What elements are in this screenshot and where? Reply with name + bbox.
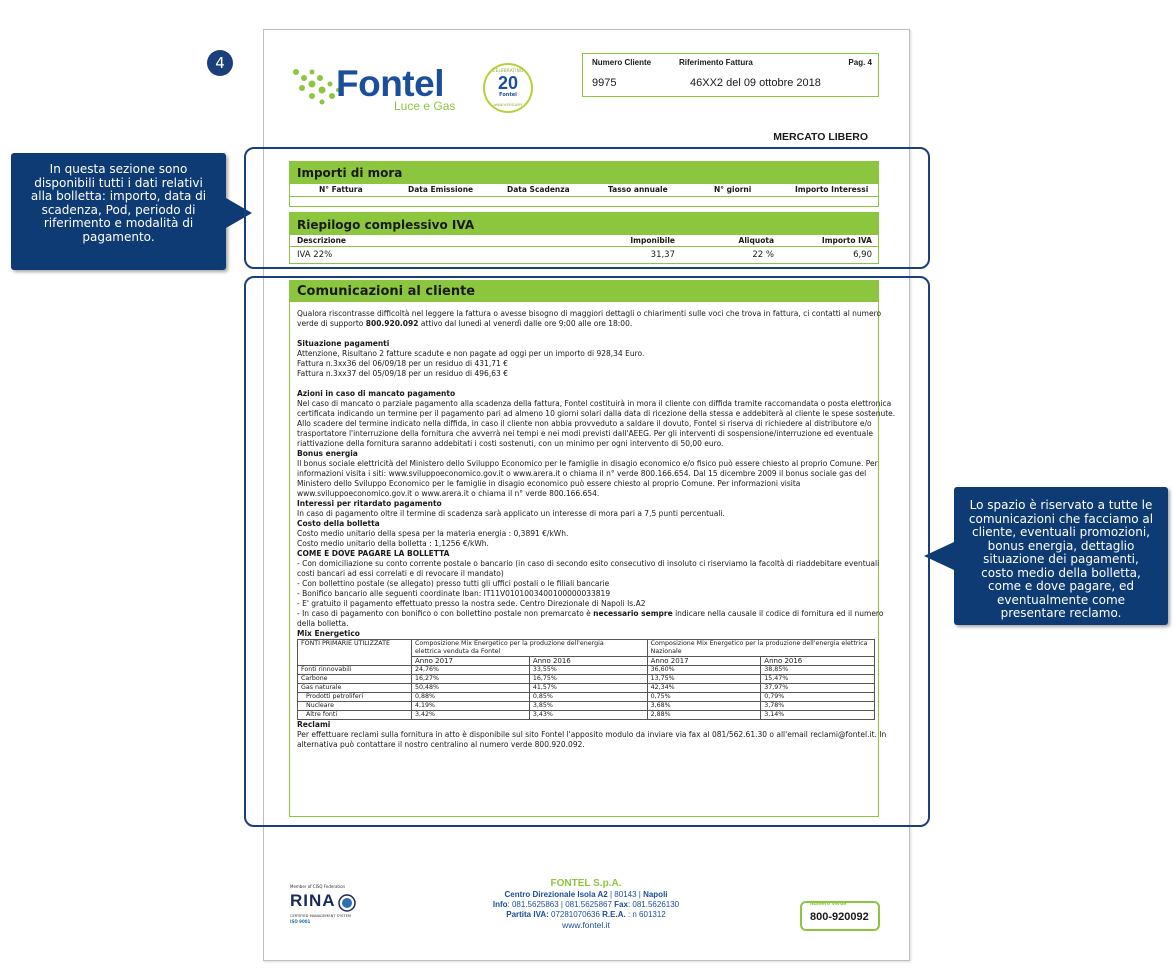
- how-to-pay-line: - E' gratuito il pagamento effettuato presso la nostra sede. Centro Direzionale di Napoli Is.A2: [297, 599, 646, 608]
- col-description: Descrizione: [297, 236, 347, 245]
- intro-line-1: Qualora riscontrasse difficoltà nel leggere la fattura o avesse bisogno di maggiori dettagli o chiarimenti sulle voci che trova in fattura, ci contatti al numero: [297, 309, 882, 318]
- how-to-pay-line: - Con bollettino postale (se allegato) presso tutti gli uffici postali o le filiali bancarie: [297, 579, 610, 588]
- mix-value: 37,97%: [761, 684, 875, 693]
- step-badge: 4: [207, 50, 233, 76]
- payments-line: Fattura n.3xx37 del 05/09/18 per un residuo di 496,63 €: [297, 369, 508, 378]
- mix-head-sold-line: Composizione Mix Energetico per la produzione dell'energia: [415, 640, 604, 647]
- bonus-line: Ministero dello Sviluppo Economico per le famiglie in disagio economico può essere chiesto al proprio Comune. Per informazioni visita: [297, 479, 801, 488]
- col-vat-amount: Importo IVA: [821, 236, 872, 245]
- bonus-line: informazioni visita i siti: www.sviluppoeconomico.gov.it o www.arera.it o chiama il n° verde 800.166.654. Dal 15 dicembre 2009 il bonus sociale gas del: [297, 469, 867, 478]
- vat-amount: 6,90: [853, 250, 872, 260]
- communications-title: Comunicazioni al cliente: [290, 281, 878, 302]
- how-to-pay-emphasis: necessario sempre: [593, 609, 673, 618]
- mix-value: 13,75%: [647, 675, 761, 684]
- mix-head-sold-line: elettrica venduta da Fontel: [415, 648, 501, 655]
- address-part: Napoli: [643, 890, 668, 899]
- claims-title: Reclami: [297, 720, 331, 729]
- mix-source: Altre fonti: [298, 711, 412, 720]
- how-to-pay-line: [297, 609, 884, 619]
- actions-line: trasportatore l'interruzione della fornitura che avverrà nei tempi e nei modi previsti dall'AEEG. Per gli interventi di sospensione/interruzione ed eventuale: [297, 429, 873, 438]
- mix-head-sold: [412, 640, 648, 657]
- contact-part: : 081.5626130: [627, 900, 680, 909]
- mix-value: 41,57%: [529, 684, 647, 693]
- cost-line: Costo medio unitario della bolletta : 1,1256 €/kWh.: [297, 539, 489, 548]
- payments-line: Fattura n.3xx36 del 06/09/18 per un residuo di 431,71 €: [297, 359, 508, 368]
- mix-value: 38,85%: [761, 666, 875, 675]
- invoice-ref-value: 46XX2 del 09 ottobre 2018: [690, 77, 821, 89]
- mix-value: 24,76%: [412, 666, 530, 675]
- actions-line: Nel caso di mancato o parziale pagamento alla scadenza della fattura, Fontel costituirà in mora il cliente con diffida tramite raccomandata o posta elettronica: [297, 399, 892, 408]
- vat-summary-title: Riepilogo complessivo IVA: [290, 213, 878, 235]
- how-to-pay-line: - Bonifico bancario alle seguenti coordinate Iban: IT11V0101003400100000033819: [297, 589, 611, 598]
- mix-row: [298, 702, 875, 711]
- cert-sub-text: CERTIFIED MANAGEMENT SYSTEM: [290, 914, 351, 918]
- mix-header-row: [298, 640, 875, 657]
- address-part: | 80143 |: [607, 890, 644, 899]
- mix-value: 15,47%: [761, 675, 875, 684]
- client-number-label: Numero Cliente: [592, 58, 652, 67]
- mix-row: [298, 693, 875, 702]
- company-address: [456, 890, 716, 900]
- vat-part: 07281070636: [548, 910, 603, 919]
- energy-mix-table: [297, 639, 875, 720]
- contact-part: : 081.5625863 | 081.5625867: [507, 900, 615, 909]
- invoice-ref-label: Riferimento Fattura: [679, 58, 753, 67]
- mix-row: [298, 666, 875, 675]
- mix-value: 2,88%: [647, 711, 761, 720]
- communications-body: [297, 309, 896, 750]
- callout-communications-text: Lo spazio è riservato a tutte le comunicazioni che facciamo al cliente, eventuali promozioni, bonus energia, dettaglio situazione dei pagamenti, costo medio della bolletta, come e dove pagare, ed eventualmente come presentare reclamo.: [968, 498, 1154, 620]
- cert-iso-text: ISO 9001: [290, 919, 311, 924]
- payments-title: Situazione pagamenti: [297, 339, 390, 348]
- mix-head-national-line: Composizione Mix Energetico per la produzione dell'energia elettrica: [650, 640, 868, 647]
- company-name: FONTEL S.p.A.: [550, 878, 622, 889]
- how-to-pay-line: - Con domiciliazione su conto corrente postale o bancario (in caso di secondo esito consecutivo di insoluto ci riserviamo la facoltà di riaddebitare eventuali: [297, 559, 880, 568]
- mix-row: [298, 675, 875, 684]
- fontel-logo: [290, 62, 465, 117]
- mix-source: Prodotti petroliferi: [298, 693, 412, 702]
- col-interest-amount: Importo Interessi: [795, 185, 869, 194]
- company-footer: [456, 878, 716, 930]
- intro-hours: attivo dal lunedì al venerdì dalle ore 9:00 alle ore 18:00.: [418, 319, 633, 328]
- seal-brand: Fontel: [499, 92, 517, 98]
- toll-free-badge: [800, 901, 880, 931]
- page-number: Pag. 4: [848, 58, 872, 67]
- mix-source: Nucleare: [298, 702, 412, 711]
- communications-section: [289, 280, 896, 817]
- interest-line: In caso di pagamento oltre il termine di scadenza sarà applicato un interesse di mora pari a 7,5 punti percentuali.: [297, 509, 725, 518]
- vat-row: [290, 247, 878, 261]
- late-fees-title: Importi di mora: [290, 162, 878, 184]
- seal-top-text: CELEBRATING: [492, 68, 524, 73]
- vat-description: IVA 22%: [297, 250, 333, 260]
- intro-line-2: [297, 319, 877, 329]
- toll-free-label: Numero Verde: [810, 902, 847, 907]
- col-annual-rate: Tasso annuale: [608, 185, 668, 194]
- support-number: 800.920.092: [365, 319, 419, 328]
- col-rate: Aliquota: [738, 236, 774, 245]
- brand-tagline: Luce e Gas: [394, 99, 456, 113]
- bonus-line: www.sviluppoeconomico.gov.it o www.arera.it o chiama il n° verde 800.166.654.: [297, 489, 600, 498]
- mix-value: 4,19%: [412, 702, 530, 711]
- cert-seal-icon: [338, 894, 356, 912]
- mix-value: 3,85%: [529, 702, 647, 711]
- callout-summary-section: [11, 153, 226, 270]
- company-vat: [456, 910, 716, 920]
- vat-part: R.E.A.: [602, 910, 626, 919]
- contact-part: Info: [492, 900, 508, 909]
- seal-bottom-text: ANNIVERSARY: [493, 102, 523, 107]
- vat-summary-section: [289, 212, 879, 264]
- market-type: MERCATO LIBERO: [773, 131, 868, 143]
- mix-value: 3,42%: [412, 711, 530, 720]
- mix-value: 3,68%: [647, 702, 761, 711]
- mix-value: 33,55%: [529, 666, 647, 675]
- actions-line: certificata indicando un termine per il pagamento pari ad almeno 10 giorni solari dalla data di ricezione della stessa e addebiterà al cliente le spese sostenute.: [297, 409, 896, 418]
- mix-year: Anno 2017: [647, 657, 761, 666]
- claims-line: Per effettuare reclami sulla fornitura in atto è disponibile sul sito Fontel l'apposito modulo da inviare via fax al 081/562.61.30 o all'email reclami@fontel.it. In: [297, 730, 887, 739]
- vat-rate: 22 %: [752, 250, 774, 260]
- mix-value: 0,75%: [647, 693, 761, 702]
- mix-year: Anno 2016: [529, 657, 647, 666]
- mix-head-national: [647, 640, 874, 657]
- toll-free-number[interactable]: 800-920092: [810, 911, 869, 923]
- mix-row: [298, 711, 875, 720]
- col-issue-date: Data Emissione: [408, 185, 474, 194]
- how-to-pay-line: della bolletta.: [297, 619, 349, 628]
- mix-value: 0,88%: [412, 693, 530, 702]
- mix-source: Gas naturale: [298, 684, 412, 693]
- late-fees-columns: [290, 184, 878, 197]
- cost-line: Costo medio unitario della spesa per la materia energia : 0,3891 €/kWh.: [297, 529, 569, 538]
- certification-logo: [290, 884, 360, 930]
- cert-top-text: Member of CISQ Federation: [290, 884, 346, 889]
- client-number-value: 9975: [592, 77, 617, 89]
- col-invoice-no: N° Fattura: [319, 185, 363, 194]
- mix-value: 0,79%: [761, 693, 875, 702]
- anniversary-seal: [483, 63, 533, 113]
- actions-title: Azioni in caso di mancato pagamento: [297, 389, 456, 398]
- actions-line: Allo scadere del termine indicato nella diffida, in caso il cliente non abbia provveduto a saldare il dovuto, Fontel si riserva di richiedere al distributore e/o: [297, 419, 872, 428]
- callout-communications-section: [954, 487, 1168, 625]
- mix-value: 50,48%: [412, 684, 530, 693]
- claims-line: alternativa può contattare il nostro centralino al numero verde 800.920.092.: [297, 740, 585, 749]
- mix-source: Fonti rinnovabili: [298, 666, 412, 675]
- how-to-pay-line: costi bancari ad essi correlati e di revocare il mandato): [297, 569, 504, 578]
- mix-head-sources: FONTI PRIMARIE UTILIZZATE: [298, 640, 412, 666]
- actions-line: riattivazione della fornitura saranno addebitati i costi sostenuti, con un minimo per ogni intervento di 50,00 euro.: [297, 439, 724, 448]
- payments-line: Attenzione, Risultano 2 fatture scadute e non pagate ad oggi per un importo di 928,34 Euro.: [297, 349, 645, 358]
- mix-value: 42,34%: [647, 684, 761, 693]
- company-website[interactable]: www.fontel.it: [562, 920, 610, 930]
- address-part: Centro Direzionale Isola A2: [504, 890, 608, 899]
- col-days: N° giorni: [714, 185, 752, 194]
- energy-mix-title: Mix Energetico: [297, 629, 360, 638]
- bonus-line: Il bonus sociale elettricità del Ministero dello Sviluppo Economico per le famiglie in disagio economico e/o fisico può essere chiesto al proprio Comune. Per: [297, 459, 878, 468]
- vat-part: Partita IVA:: [506, 910, 549, 919]
- col-taxable: Imponibile: [630, 236, 675, 245]
- mix-row: [298, 684, 875, 693]
- vat-columns: [290, 235, 878, 247]
- vat-taxable: 31,37: [650, 250, 675, 260]
- cert-logo-text: RINA: [290, 891, 336, 910]
- mix-value: 0,85%: [529, 693, 647, 702]
- how-to-pay-title: COME E DOVE PAGARE LA BOLLETTA: [297, 549, 450, 558]
- mix-year: Anno 2017: [412, 657, 530, 666]
- contact-part: Fax: [614, 900, 628, 909]
- mix-head-national-line: Nazionale: [650, 648, 682, 655]
- mix-value: 16,75%: [529, 675, 647, 684]
- invoice-info-box: [582, 53, 879, 97]
- callout-summary-text: In questa sezione sono disponibili tutti i dati relativi alla bolletta: importo, data di scadenza, Pod, periodo di riferimento e modalità di pagamento.: [30, 162, 207, 244]
- company-contacts: [456, 900, 716, 910]
- how-to-pay-text: - In caso di pagamento con bonifico o con bollettino postale non premarcato è: [297, 609, 594, 618]
- cost-title: Costo della bolletta: [297, 519, 380, 528]
- mix-value: 16,27%: [412, 675, 530, 684]
- bonus-title: Bonus energia: [297, 449, 358, 458]
- mix-source: Carbone: [298, 675, 412, 684]
- how-to-pay-text: indicare nella causale il codice di fornitura ed il numero: [672, 609, 884, 618]
- mix-value: 3,78%: [761, 702, 875, 711]
- mix-value: 3,14%: [761, 711, 875, 720]
- late-fees-section: [289, 161, 879, 207]
- seal-number: 20: [497, 73, 519, 93]
- interest-title: Interessi per ritardato pagamento: [297, 499, 442, 508]
- intro-text: verde di supporto: [297, 319, 366, 328]
- mix-year: Anno 2016: [761, 657, 875, 666]
- mix-value: 36,60%: [647, 666, 761, 675]
- dots-icon: [290, 66, 342, 110]
- brand-name: Fontel: [336, 63, 444, 104]
- mix-value: 3,43%: [529, 711, 647, 720]
- vat-part: : n 601312: [625, 910, 666, 919]
- col-due-date: Data Scadenza: [507, 185, 570, 194]
